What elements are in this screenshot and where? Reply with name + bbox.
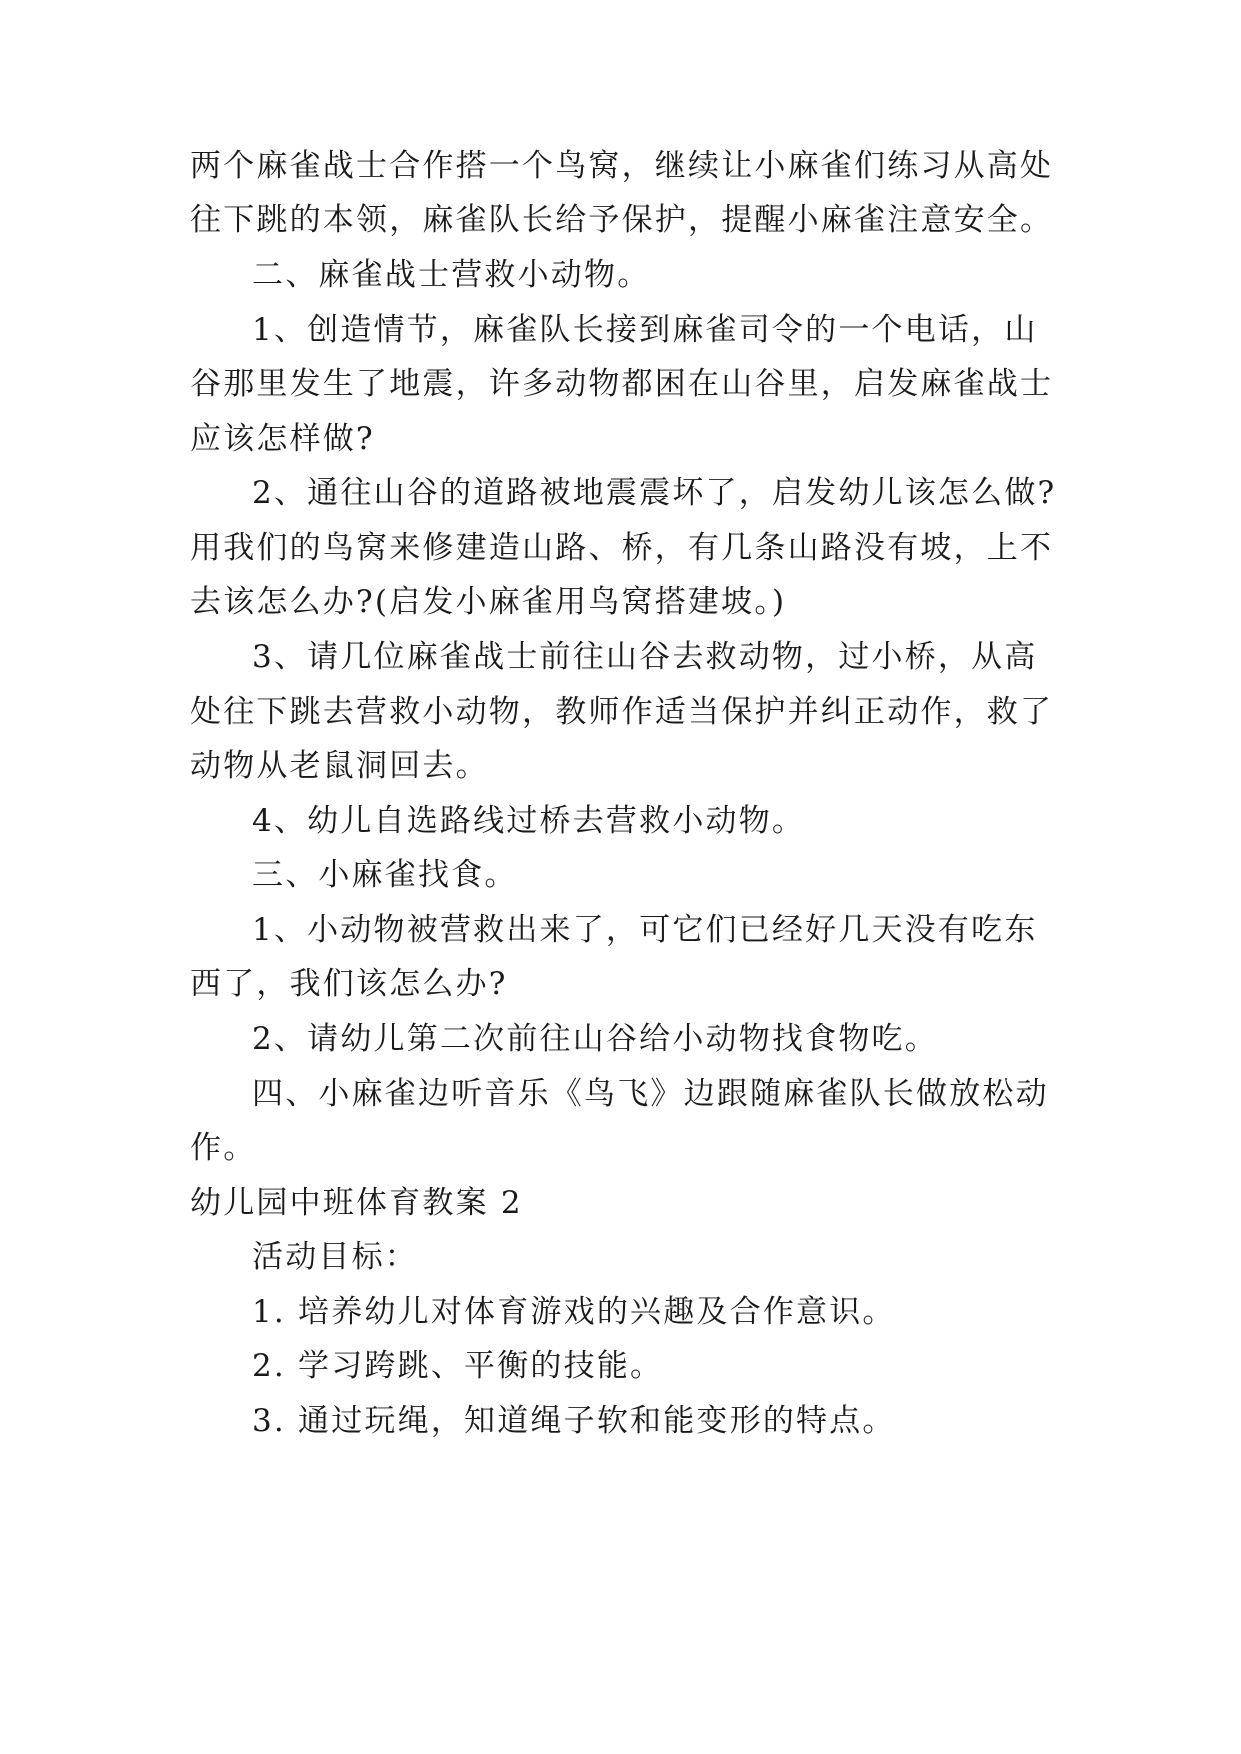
paragraph-line: 去该怎么办?(启发小麻雀用鸟窝搭建坡。) xyxy=(190,584,787,620)
paragraph-line: 谷那里发生了地震，许多动物都困在山谷里，启发麻雀战士 xyxy=(190,366,1054,402)
paragraph-line: 1、创造情节，麻雀队长接到麻雀司令的一个电话，山 xyxy=(252,312,1038,348)
section-heading: 三、小麻雀找食。 xyxy=(252,857,518,893)
list-item: 2. 学习跨跳、平衡的技能。 xyxy=(252,1348,664,1384)
paragraph-line: 动物从老鼠洞回去。 xyxy=(190,748,489,784)
paragraph-line: 西了，我们该怎么办? xyxy=(190,966,508,1002)
paragraph-line: 3、请几位麻雀战士前往山谷去救动物，过小桥，从高 xyxy=(252,639,1038,675)
paragraph-line: 两个麻雀战士合作搭一个鸟窝，继续让小麻雀们练习从高处 xyxy=(190,148,1054,184)
section-heading: 四、小麻雀边听音乐《鸟飞》边跟随麻雀队长做放松动 xyxy=(252,1076,1049,1112)
section-heading: 二、麻雀战士营救小动物。 xyxy=(252,257,651,293)
paragraph-line: 1、小动物被营救出来了，可它们已经好几天没有吃东 xyxy=(252,912,1038,948)
paragraph-line: 2、通往山谷的道路被地震震坏了，启发幼儿该怎么做? xyxy=(252,475,1057,511)
paragraph-line: 作。 xyxy=(190,1130,257,1166)
paragraph-line: 处往下跳去营救小动物，教师作适当保护并纠正动作，救了 xyxy=(190,694,1054,730)
paragraph-line: 2、请幼儿第二次前往山谷给小动物找食物吃。 xyxy=(252,1021,938,1057)
list-item: 3. 通过玩绳，知道绳子软和能变形的特点。 xyxy=(252,1403,896,1439)
paragraph-line: 4、幼儿自选路线过桥去营救小动物。 xyxy=(252,803,806,839)
document-title: 幼儿园中班体育教案 2 xyxy=(190,1185,523,1221)
list-item: 1. 培养幼儿对体育游戏的兴趣及合作意识。 xyxy=(252,1294,896,1330)
paragraph-line: 用我们的鸟窝来修建造山路、桥，有几条山路没有坡，上不 xyxy=(190,530,1054,566)
paragraph-line: 往下跳的本领，麻雀队长给予保护，提醒小麻雀注意安全。 xyxy=(190,202,1054,238)
paragraph-line: 应该怎样做? xyxy=(190,421,375,457)
section-heading: 活动目标： xyxy=(252,1239,418,1275)
